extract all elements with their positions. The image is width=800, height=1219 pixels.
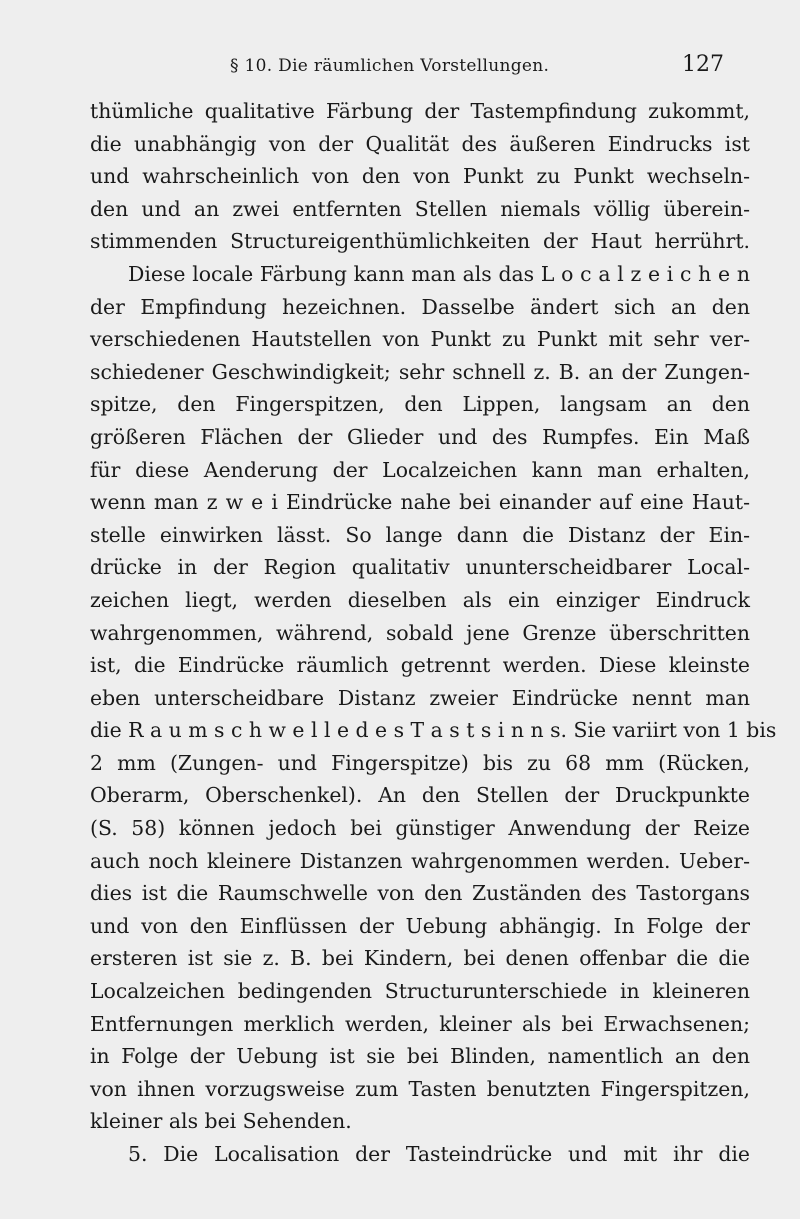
text-line: Entfernungen merklich werden, kleiner als bei Erwachsenen; [90,1011,750,1036]
text-line: der Empfindung hezeichnen. Dasselbe ändert sich an den [90,294,750,319]
text-line: stimmenden Structureigenthümlichkeiten der Haut herrührt. [90,229,750,254]
text-line: wenn man z w e i Eindrücke nahe bei einander auf eine Haut- [90,490,750,515]
text-line: 5. Die Localisation der Tasteindrücke und mit ihr die [128,1142,750,1166]
body-text [90,95,777,1171]
text-line: dies ist die Raumschwelle von den Zuständen des Tastorgans [90,881,750,906]
text-line: die unabhängig von der Qualität des äußeren Eindrucks ist [90,131,750,156]
text-line: und von den Einflüssen der Uebung abhängig. In Folge der [90,913,750,938]
text-line: auch noch kleinere Distanzen wahrgenommen werden. Ueber- [90,848,750,873]
text-line: Localzeichen bedingenden Structurunterschiede in kleineren [90,979,750,1004]
text-line: die R a u m s c h w e l l e d e s T a s t s i n n s. Sie variirt von 1 bis [90,718,777,743]
text-line: wahrgenommen, während, sobald jene Grenze überschritten [90,620,750,645]
text-line: von ihnen vorzugsweise zum Tasten benutzten Fingerspitzen, [90,1076,750,1101]
text-line: ersteren ist sie z. B. bei Kindern, bei denen offenbar die die [90,946,750,971]
text-line: thümliche qualitative Färbung der Tastempfindung zukommt, [90,99,750,123]
text-line: kleiner als bei Sehenden. [90,1109,352,1134]
text-line: zeichen liegt, werden dieselben als ein einziger Eindruck [90,587,750,612]
text-line: 2 mm (Zungen- und Fingerspitze) bis zu 68 mm (Rücken, [90,750,750,775]
text-line: eben unterscheidbare Distanz zweier Eindrücke nennt man [90,685,750,710]
text-line: in Folge der Uebung ist sie bei Blinden, namentlich an den [90,1044,750,1069]
text-line: verschiedenen Hautstellen von Punkt zu Punkt mit sehr ver- [90,327,750,352]
text-line: Diese locale Färbung kann man als das L o c a l z e i c h e n [128,261,750,286]
text-line: für diese Aenderung der Localzeichen kann man erhalten, [90,457,750,482]
text-line: (S. 58) können jedoch bei günstiger Anwendung der Reize [90,816,750,841]
page-number: 127 [682,52,724,77]
text-line: den und an zwei entfernten Stellen niemals völlig überein- [90,196,750,221]
text-line: und wahrscheinlich von den von Punkt zu Punkt wechseln- [90,164,750,189]
section-title: § 10. Die räumlichen Vorstellungen. [230,56,550,76]
running-header [90,52,730,82]
text-line: ist, die Eindrücke räumlich getrennt werden. Diese kleinste [90,653,750,678]
text-line: stelle einwirken lässt. So lange dann die Distanz der Ein- [90,522,750,547]
text-line: spitze, den Fingerspitzen, den Lippen, langsam an den [90,392,750,417]
text-line: größeren Flächen der Glieder und des Rumpfes. Ein Maß [90,424,750,449]
text-line: drücke in der Region qualitativ ununterscheidbarer Local- [90,555,750,580]
text-line: schiedener Geschwindigkeit; sehr schnell z. B. an der Zungen- [90,359,750,384]
text-line: Oberarm, Oberschenkel). An den Stellen der Druckpunkte [90,783,750,808]
